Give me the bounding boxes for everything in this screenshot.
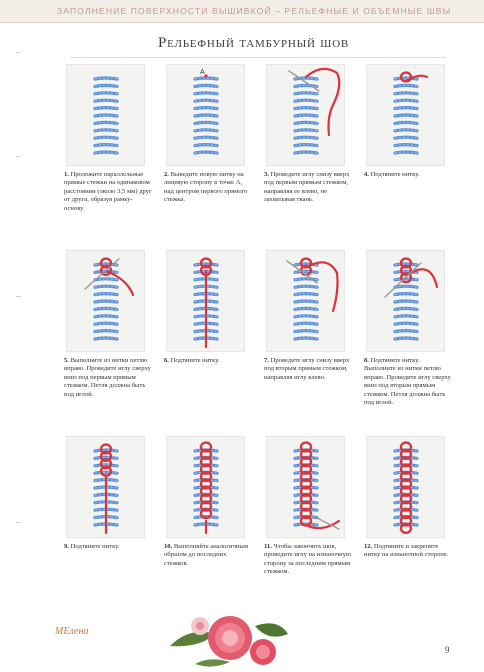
margin-mark <box>16 156 21 157</box>
camellia-illustration <box>160 586 290 672</box>
step-caption <box>164 171 252 205</box>
step-number: 5. <box>64 357 69 364</box>
step-illustration <box>266 436 345 538</box>
step-caption <box>64 543 152 551</box>
step-caption <box>364 543 452 560</box>
step-illustration <box>366 250 445 352</box>
step-illustration <box>366 436 445 538</box>
step-caption <box>364 357 452 407</box>
step-illustration <box>166 64 245 166</box>
step-caption <box>64 171 152 213</box>
step-caption <box>364 171 452 179</box>
step-text: Проведите иглу снизу вверх под вторым прямым стежком, направляя иглу влево. <box>264 357 350 381</box>
step-text: Выведите новую нитку на лицевую сторону в точке А, над центром первого прямого стежка. <box>164 171 248 204</box>
step-number: 11. <box>264 543 272 550</box>
signature: МЕлена <box>55 626 89 637</box>
step-number: 2. <box>164 171 169 178</box>
step-text: Проложите параллельные прямые стежки на одинаковом расстоянии (около 3,5 мм) друг от друга, образуя рамку-основу. <box>64 171 152 212</box>
step-number: 9. <box>64 543 69 550</box>
step-caption <box>164 357 252 365</box>
step-illustration <box>166 250 245 352</box>
step-number: 1. <box>64 171 69 178</box>
step-text: Подтяните нитку. <box>370 171 420 178</box>
step-text: Подтяните и закрепите нитку на изнаночной стороне. <box>364 543 449 559</box>
step-number: 4. <box>364 171 369 178</box>
step-text: Подтяните нитку. <box>170 357 220 364</box>
step-illustration <box>66 64 145 166</box>
step-caption <box>264 171 352 205</box>
step-number: 7. <box>264 357 269 364</box>
step-caption <box>164 543 252 568</box>
step-number: 6. <box>164 357 169 364</box>
section-header: ЗАПОЛНЕНИЕ ПОВЕРХНОСТИ ВЫШИВКОЙ – РЕЛЬЕФНЫЕ И ОБЪЕМНЫЕ ШВЫ <box>57 6 452 16</box>
step-illustration <box>366 64 445 166</box>
step-number: 12. <box>364 543 373 550</box>
step-illustration <box>66 436 145 538</box>
step-caption <box>64 357 152 399</box>
margin-mark <box>16 296 21 297</box>
step-text: Чтобы закончить шов, проведите иглу на изнаночную сторону за последним прямым стежком. <box>264 543 351 576</box>
step-text: Проведите иглу снизу вверх под первым прямым стежком, направляя ее влево, не захватывая ткань. <box>264 171 350 204</box>
step-text: Выполните из нитки петлю вправо. Проведите иглу сверху вниз под первым прямым стежком. Петля должна быть под иглой. <box>64 357 151 398</box>
step-number: 10. <box>164 543 173 550</box>
page-number: 9 <box>445 645 450 655</box>
step-text: Подтяните нитку. Выполните из нитки петлю вправо. Проведите иглу сверху вниз под вторым прямым стежком. Петля должна быть под иглой. <box>364 357 451 407</box>
step-text: Подтяните нитку. <box>70 543 120 550</box>
page-title: Рельефный тамбурный шов <box>158 35 350 51</box>
step-illustration <box>166 436 245 538</box>
svg-text:A: A <box>200 69 205 76</box>
step-caption <box>264 543 352 577</box>
margin-mark <box>16 522 21 523</box>
step-illustration <box>266 250 345 352</box>
step-text: Выполняйте аналогичным образом до последних стежков. <box>164 543 249 567</box>
margin-mark <box>16 52 21 53</box>
step-caption <box>264 357 352 382</box>
step-number: 3. <box>264 171 269 178</box>
step-illustration <box>66 250 145 352</box>
step-illustration <box>266 64 345 166</box>
title-divider <box>70 57 446 58</box>
step-number: 8. <box>364 357 369 364</box>
